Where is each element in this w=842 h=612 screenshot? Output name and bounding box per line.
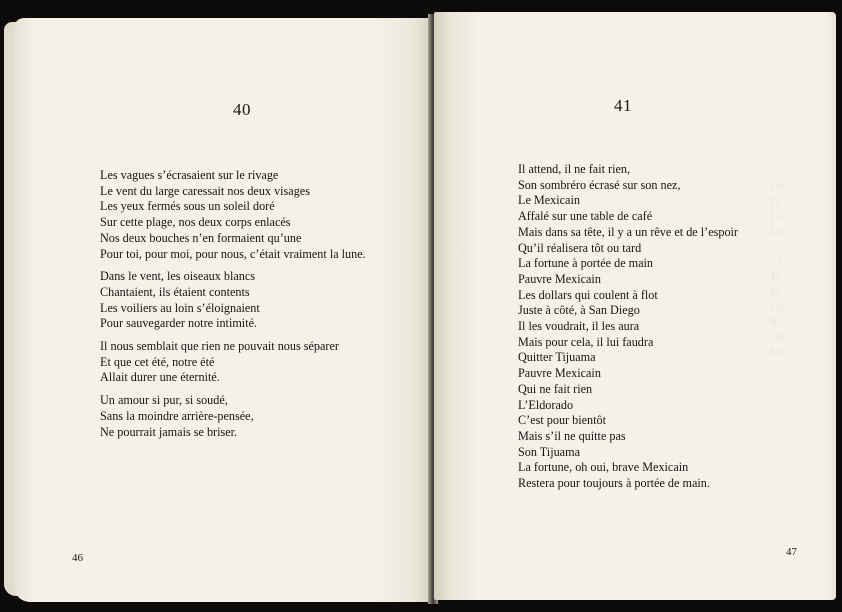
poem-line: Sur cette plage, nos deux corps enlacés [100, 215, 291, 230]
poem-line: L’Eldorado [518, 397, 574, 412]
poem-line: Sans la moindre arrière-pensée, [100, 408, 254, 423]
right-page [434, 12, 836, 600]
poem-line: Les yeux fermés sous un soleil doré [100, 199, 275, 214]
poem-line: Il les voudrait, il les aura [518, 319, 640, 334]
stanza [100, 168, 366, 262]
poem-line: Ne pourrait jamais se briser. [100, 424, 238, 439]
poem-line: Son sombréro écrasé sur son nez, [518, 177, 681, 192]
poem-line: Allait durer une éternité. [100, 370, 220, 385]
poem-line: Quitter Tijuama [518, 350, 596, 365]
poem-line: Et que cet été, notre été [100, 354, 215, 369]
poem-line: Juste à côté, à San Diego [518, 303, 640, 318]
poem-line: Nos deux bouches n’en formaient qu’une [100, 230, 302, 245]
poem-line: Chantaient, ils étaient contents [100, 284, 250, 299]
poem-line: Mais dans sa tête, il y a un rêve et de l’espoir [518, 224, 738, 239]
poem-line: Il attend, il ne fait rien, [518, 162, 631, 176]
poem-line: Pauvre Mexicain [518, 366, 601, 381]
stanza [100, 339, 366, 386]
page-number-right: 47 [786, 546, 797, 558]
poem-line: Le Mexicain [518, 193, 580, 208]
stanza [100, 393, 366, 440]
left-page [14, 18, 432, 602]
poem-number-right: 41 [614, 96, 632, 115]
page-number-left: 46 [72, 552, 83, 564]
poem-line: La fortune à portée de main [518, 256, 654, 271]
poem-left [100, 168, 366, 447]
poem-number-left: 40 [233, 100, 251, 119]
poem-line: Qu’il réalisera tôt ou tard [518, 240, 642, 255]
poem-line: Les vagues s’écrasaient sur le rivage [100, 168, 279, 182]
poem-line: Restera pour toujours à portée de main. [518, 476, 710, 491]
poem-line: Affalé sur une table de café [518, 209, 653, 224]
poem-line: Pauvre Mexicain [518, 271, 601, 286]
poem-line: Son Tijuama [518, 444, 580, 459]
poem-line: Les voiliers au loin s’éloignaient [100, 300, 260, 315]
poem-line: Un amour si pur, si soudé, [100, 393, 228, 408]
bleed-through-text [770, 180, 785, 360]
poem-line: Dans le vent, les oiseaux blancs [100, 269, 256, 284]
poem-line: Il nous semblait que rien ne pouvait nous séparer [100, 339, 339, 354]
poem-line: Mais s’il ne quitte pas [518, 428, 626, 443]
poem-line: La fortune, oh oui, brave Mexicain [518, 460, 689, 475]
poem-line: Pour sauvegarder notre intimité. [100, 316, 258, 331]
stanza [100, 269, 366, 332]
poem-line: Pour toi, pour moi, pour nous, c’était vraiment la lune. [100, 246, 366, 261]
poem-line: Les dollars qui coulent à flot [518, 287, 658, 302]
poem-line: Le vent du large caressait nos deux visages [100, 183, 310, 198]
poem-right [518, 162, 738, 492]
poem-line: Qui ne fait rien [518, 381, 593, 396]
poem-line: Mais pour cela, il lui faudra [518, 334, 654, 349]
poem-line: C’est pour bientôt [518, 413, 607, 428]
